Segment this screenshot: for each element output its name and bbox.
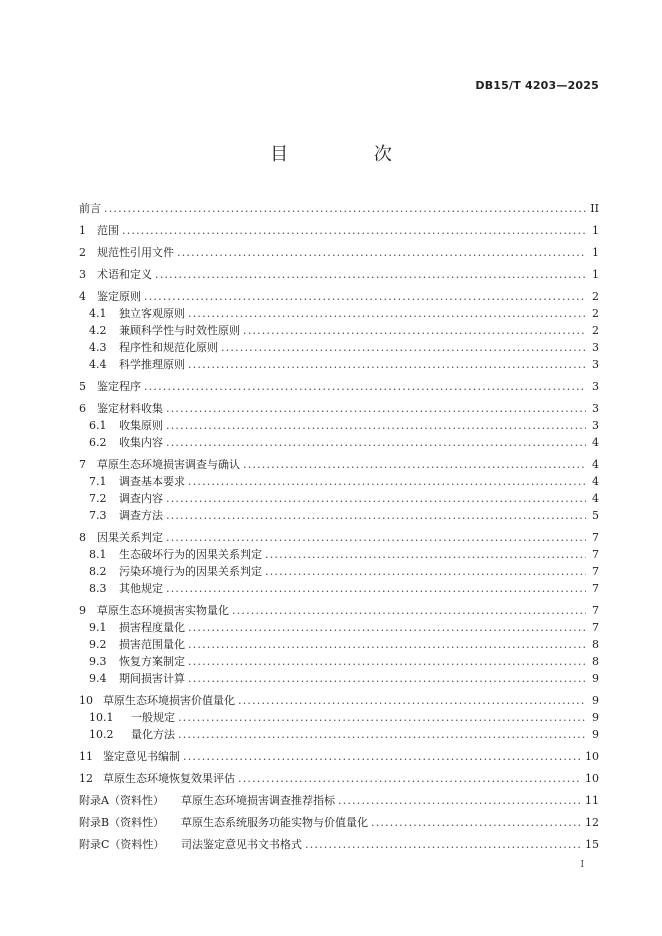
toc-entry-page: 7 xyxy=(592,582,599,595)
toc-leader-dots xyxy=(122,222,586,239)
toc-leader-dots xyxy=(166,490,586,507)
toc-entry[interactable] xyxy=(79,770,599,787)
toc-entry[interactable] xyxy=(79,748,599,765)
toc-entry-number: 1 xyxy=(79,224,86,237)
toc-entry-label: 量化方法 xyxy=(131,728,175,741)
toc-entry-label: 兼顾科学性与时效性原则 xyxy=(119,324,240,337)
toc-entry-page: 3 xyxy=(592,402,599,415)
toc-entry-number: 附录A（资料性） xyxy=(79,794,164,807)
toc-entry-page: 4 xyxy=(592,475,599,488)
toc-entry-label: 鉴定原则 xyxy=(97,290,141,303)
toc-entry-page: 10 xyxy=(585,750,599,763)
toc-entry[interactable] xyxy=(79,709,599,726)
toc-leader-dots xyxy=(188,636,586,653)
toc-entry-page: 3 xyxy=(592,341,599,354)
toc-entry[interactable] xyxy=(79,288,599,305)
toc-entry-number: 5 xyxy=(79,380,86,393)
toc-leader-dots xyxy=(166,580,586,597)
toc-leader-dots xyxy=(188,619,586,636)
toc-entry[interactable] xyxy=(79,378,599,395)
toc-entry-label: 污染环境行为的因果关系判定 xyxy=(119,565,262,578)
toc-entry-page: 2 xyxy=(592,307,599,320)
toc-entry-number: 10 xyxy=(79,694,93,707)
toc-leader-dots xyxy=(238,770,582,787)
toc-entry-number: 8.2 xyxy=(89,565,107,578)
toc-entry[interactable] xyxy=(79,456,599,473)
toc-entry[interactable] xyxy=(79,339,599,356)
toc-entry-page: 2 xyxy=(592,290,599,303)
toc-entry-label: 草原生态环境损害价值量化 xyxy=(103,694,235,707)
toc-entry-page: 7 xyxy=(592,531,599,544)
toc-leader-dots xyxy=(183,748,582,765)
toc-entry-number: 11 xyxy=(79,750,93,763)
toc-leader-dots xyxy=(188,653,586,670)
toc-entry[interactable] xyxy=(79,580,599,597)
toc-leader-dots xyxy=(177,244,586,261)
toc-entry-page: II xyxy=(590,202,599,215)
toc-entry-number: 8.1 xyxy=(89,548,107,561)
toc-entry-label: 程序性和规范化原则 xyxy=(119,341,218,354)
toc-entry-label: 草原生态环境损害调查与确认 xyxy=(97,458,240,471)
toc-entry-label: 草原生态环境损害调查推荐指标 xyxy=(181,794,335,807)
toc-leader-dots xyxy=(155,266,586,283)
toc-leader-dots xyxy=(221,339,586,356)
toc-entry-label: 鉴定材料收集 xyxy=(97,402,163,415)
toc-entry[interactable] xyxy=(79,692,599,709)
toc-entry-number: 4.4 xyxy=(89,358,107,371)
toc-leader-dots xyxy=(371,814,582,831)
toc-entry-page: 5 xyxy=(592,509,599,522)
toc-leader-dots xyxy=(144,378,586,395)
toc-leader-dots xyxy=(188,305,586,322)
toc-leader-dots xyxy=(243,322,586,339)
toc-entry-page: 9 xyxy=(592,728,599,741)
toc-entry-page: 9 xyxy=(592,694,599,707)
toc-entry[interactable] xyxy=(79,473,599,490)
toc-entry[interactable] xyxy=(79,546,599,563)
toc-entry-page: 3 xyxy=(592,419,599,432)
toc-entry-number: 2 xyxy=(79,246,86,259)
toc-leader-dots xyxy=(305,836,582,853)
document-id: DB15/T 4203—2025 xyxy=(475,79,599,92)
toc-entry[interactable] xyxy=(79,322,599,339)
toc-entry-number: 4 xyxy=(79,290,86,303)
toc-entry-label: 草原生态环境损害实物量化 xyxy=(97,604,229,617)
toc-entry-label: 恢复方案制定 xyxy=(119,655,185,668)
toc-entry-label: 前言 xyxy=(79,202,101,215)
toc-entry[interactable] xyxy=(79,356,599,373)
toc-entry-number: 4.3 xyxy=(89,341,107,354)
toc-entry-number: 4.2 xyxy=(89,324,107,337)
toc-entry-number: 9.3 xyxy=(89,655,107,668)
toc-entry-number: 附录B（资料性） xyxy=(79,816,165,829)
toc-entry-label: 鉴定程序 xyxy=(97,380,141,393)
toc-entry-label: 收集内容 xyxy=(119,436,163,449)
page-title: 目 次 xyxy=(270,144,432,165)
toc-entry-page: 12 xyxy=(585,816,599,829)
toc-entry[interactable] xyxy=(79,266,599,283)
toc-entry[interactable] xyxy=(79,563,599,580)
toc-entry[interactable] xyxy=(79,814,599,831)
toc-entry-number: 4.1 xyxy=(89,307,107,320)
toc-leader-dots xyxy=(232,602,586,619)
toc-leader-dots xyxy=(238,692,586,709)
toc-entry[interactable] xyxy=(79,653,599,670)
toc-entry[interactable] xyxy=(79,602,599,619)
toc-entry-number: 9.2 xyxy=(89,638,107,651)
toc-entry-label: 调查内容 xyxy=(119,492,163,505)
toc-leader-dots xyxy=(188,356,586,373)
toc-entry-page: 11 xyxy=(585,794,599,807)
toc-entry-number: 9.4 xyxy=(89,672,107,685)
toc-entry-label: 调查方法 xyxy=(119,509,163,522)
toc-entry[interactable] xyxy=(79,222,599,239)
toc-entry-label: 独立客观原则 xyxy=(119,307,185,320)
toc-entry-number: 9.1 xyxy=(89,621,107,634)
toc-leader-dots xyxy=(178,726,586,743)
toc-entry-page: 1 xyxy=(592,246,599,259)
toc-entry-label: 调查基本要求 xyxy=(119,475,185,488)
toc-entry-number: 附录C（资料性） xyxy=(79,838,165,851)
toc-entry-page: 9 xyxy=(592,672,599,685)
toc-entry-number: 6.1 xyxy=(89,419,107,432)
toc-entry-number: 6.2 xyxy=(89,436,107,449)
toc-entry-page: 7 xyxy=(592,604,599,617)
toc-leader-dots xyxy=(166,529,586,546)
toc-leader-dots xyxy=(243,456,586,473)
toc-entry[interactable] xyxy=(79,200,599,217)
toc-entry-page: 2 xyxy=(592,324,599,337)
toc-entry-label: 规范性引用文件 xyxy=(97,246,174,259)
toc-entry[interactable] xyxy=(79,792,599,809)
toc-leader-dots xyxy=(144,288,586,305)
toc-leader-dots xyxy=(166,434,586,451)
toc-entry[interactable] xyxy=(79,305,599,322)
toc-entry-label: 因果关系判定 xyxy=(97,531,163,544)
toc-entry-page: 1 xyxy=(592,268,599,281)
toc-entry[interactable] xyxy=(79,244,599,261)
toc-entry[interactable] xyxy=(79,670,599,687)
toc-entry[interactable] xyxy=(79,417,599,434)
toc-entry-number: 3 xyxy=(79,268,86,281)
toc-entry-page: 3 xyxy=(592,380,599,393)
toc-entry-number: 10.2 xyxy=(89,728,114,741)
toc-entry-page: 4 xyxy=(592,492,599,505)
toc-entry-page: 7 xyxy=(592,565,599,578)
toc-entry-label: 范围 xyxy=(97,224,119,237)
page-number: I xyxy=(580,860,584,870)
toc-entry-label: 术语和定义 xyxy=(97,268,152,281)
toc-entry-page: 4 xyxy=(592,436,599,449)
toc-entry[interactable] xyxy=(79,726,599,743)
toc-entry-number: 6 xyxy=(79,402,86,415)
toc-entry-number: 8 xyxy=(79,531,86,544)
toc-leader-dots xyxy=(188,473,586,490)
toc-entry-number: 7 xyxy=(79,458,86,471)
toc-entry-page: 8 xyxy=(592,638,599,651)
toc-entry-page: 9 xyxy=(592,711,599,724)
toc-entry-page: 1 xyxy=(592,224,599,237)
toc-entry[interactable] xyxy=(79,400,599,417)
toc-entry-number: 9 xyxy=(79,604,86,617)
toc-entry[interactable] xyxy=(79,836,599,853)
toc-leader-dots xyxy=(265,563,586,580)
toc-entry-label: 其他规定 xyxy=(119,582,163,595)
toc-entry-number: 12 xyxy=(79,772,93,785)
toc-leader-dots xyxy=(166,400,586,417)
toc-entry-page: 8 xyxy=(592,655,599,668)
toc-entry-page: 7 xyxy=(592,548,599,561)
toc-entry-label: 期间损害计算 xyxy=(119,672,185,685)
toc-leader-dots xyxy=(188,670,586,687)
toc-entry-page: 4 xyxy=(592,458,599,471)
toc-leader-dots xyxy=(104,200,586,217)
toc-entry-label: 草原生态系统服务功能实物与价值量化 xyxy=(181,816,368,829)
toc-entry-number: 7.1 xyxy=(89,475,107,488)
toc-entry-label: 收集原则 xyxy=(119,419,163,432)
toc-entry-number: 7.2 xyxy=(89,492,107,505)
toc-entry-label: 科学推理原则 xyxy=(119,358,185,371)
toc-leader-dots xyxy=(265,546,586,563)
toc-entry-label: 鉴定意见书编制 xyxy=(103,750,180,763)
toc-leader-dots xyxy=(166,507,586,524)
toc-entry-page: 10 xyxy=(585,772,599,785)
toc-entry-label: 司法鉴定意见书文书格式 xyxy=(181,838,302,851)
toc-entry-label: 草原生态环境恢复效果评估 xyxy=(103,772,235,785)
toc-entry-number: 8.3 xyxy=(89,582,107,595)
toc-entry[interactable] xyxy=(79,434,599,451)
toc-entry[interactable] xyxy=(79,529,599,546)
toc-entry-label: 生态破坏行为的因果关系判定 xyxy=(119,548,262,561)
toc-entry-label: 一般规定 xyxy=(131,711,175,724)
toc-entry[interactable] xyxy=(79,507,599,524)
toc-entry[interactable] xyxy=(79,619,599,636)
toc-entry-label: 损害程度量化 xyxy=(119,621,185,634)
toc-entry-page: 15 xyxy=(585,838,599,851)
toc-leader-dots xyxy=(338,792,582,809)
toc-leader-dots xyxy=(166,417,586,434)
toc-entry[interactable] xyxy=(79,636,599,653)
toc-leader-dots xyxy=(178,709,586,726)
toc-entry-page: 7 xyxy=(592,621,599,634)
toc-entry-label: 损害范围量化 xyxy=(119,638,185,651)
toc-entry-number: 10.1 xyxy=(89,711,114,724)
toc-entry[interactable] xyxy=(79,490,599,507)
toc-entry-page: 3 xyxy=(592,358,599,371)
toc-entry-number: 7.3 xyxy=(89,509,107,522)
